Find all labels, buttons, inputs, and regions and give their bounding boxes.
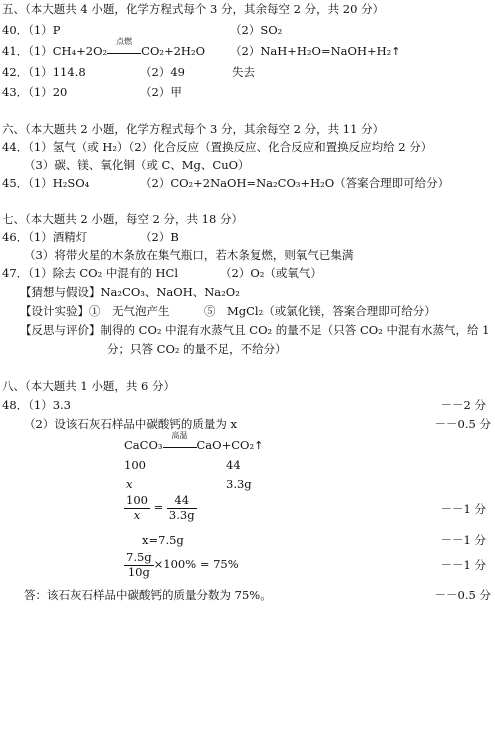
q46-answer-2: （2）B — [140, 230, 179, 244]
q48-answer-2-setup: （2）设该石灰石样品中碳酸钙的质量为 x — [24, 417, 237, 431]
x-result: x=7.5g — [142, 533, 184, 547]
co2-mass: 3.3g — [226, 477, 252, 491]
q48-score-4: －－1 分 — [440, 533, 486, 547]
ratio-left-numerator: 100 — [126, 493, 148, 507]
percentage-calc — [124, 552, 239, 578]
equation-left: CaCO₃ — [124, 438, 163, 452]
ratio-right-denominator: 3.3g — [168, 507, 195, 522]
equation-right: CaO+CO₂ — [196, 438, 255, 452]
q44-line-1 — [2, 142, 432, 154]
ratio-left — [124, 495, 150, 521]
q42-number: 42． — [2, 65, 29, 79]
q47-reflection-line-2: 分；只答 CO₂ 的量不足，不给分） — [107, 342, 287, 356]
molar-mass-caco3: 100 — [124, 458, 146, 472]
q46-line — [2, 232, 87, 244]
ratio-right-numerator: 44 — [167, 495, 197, 509]
q48-line — [2, 400, 71, 412]
section-8-heading: 八、（本大题共 1 小题，共 6 分） — [2, 379, 176, 393]
q47-line — [2, 268, 178, 280]
ratio-equals: = — [153, 500, 164, 514]
q43-line — [2, 87, 67, 99]
reaction-condition: 点燃 — [116, 37, 133, 46]
q41-line — [2, 37, 205, 58]
q40-answer-1: （1）P — [28, 23, 61, 37]
q42-answer-2: （2）49 — [140, 65, 185, 79]
q47-answer-2: （2）O₂（或氧气） — [220, 266, 322, 280]
q45-number: 45． — [2, 176, 29, 190]
q47-experiment-design: 【设计实验】① 无气泡产生 ⑤ MgCl₂（或氯化镁，答案合理即可给分） — [20, 304, 436, 318]
q46-number: 46． — [2, 230, 29, 244]
q41-number: 41． — [2, 44, 29, 58]
molar-mass-co2: 44 — [226, 458, 241, 472]
reaction-condition-arrow — [107, 37, 141, 57]
section-7-heading: 七、（本大题共 2 小题，每空 2 分，共 18 分） — [2, 212, 243, 226]
q44-answer-1-2: （1）氢气（或 H₂）（2）化合反应（置换反应、化合反应和置换反应均给 2 分） — [28, 140, 433, 154]
equation-condition: 高温 — [171, 431, 188, 440]
q40-line — [2, 25, 60, 37]
q46-answer-1: （1）酒精灯 — [28, 230, 88, 244]
q43-answer-1: （1）20 — [28, 85, 68, 99]
q42-line — [2, 67, 86, 79]
percentage-fraction — [124, 552, 154, 578]
q43-number: 43． — [2, 85, 29, 99]
q47-reflection-line-1: 【反思与评价】制得的 CO₂ 中混有水蒸气且 CO₂ 的量不足（只答 CO₂ 中混有水蒸气，给 1 — [20, 323, 490, 337]
ratio-right — [167, 495, 197, 521]
q41-answer-2-line — [230, 46, 400, 58]
q41-answer-1-right: CO₂+2H₂O — [141, 44, 205, 58]
q45-line — [2, 178, 89, 190]
q40-answer-2: （2）SO₂ — [230, 23, 283, 37]
q42-answer-3: 失去 — [232, 65, 255, 79]
q48-score-1: －－2 分 — [440, 398, 486, 412]
q42-answer-1: （1）114.8 — [28, 65, 86, 79]
q41-answer-2: （2）NaH+H₂O=NaOH+H₂ — [230, 44, 392, 58]
q45-answer-2: （2）CO₂+2NaOH=Na₂CO₃+H₂O（答案合理即可给分） — [140, 176, 450, 190]
q47-hypothesis: 【猜想与假设】Na₂CO₃、NaOH、Na₂O₂ — [20, 285, 240, 299]
q48-number: 48． — [2, 398, 29, 412]
section-5-heading: 五、（本大题共 4 小题，化学方程式每个 3 分，其余每空 2 分，共 20 分） — [2, 2, 385, 16]
gas-arrow-icon: ↑ — [254, 439, 264, 452]
q43-answer-2: （2）甲 — [140, 85, 182, 99]
proportion — [124, 495, 197, 521]
q48-score-3: －－1 分 — [440, 502, 486, 516]
percentage-result: ×100% = 75% — [153, 557, 239, 571]
q48-score-2: －－0.5 分 — [434, 417, 491, 431]
percentage-denominator: 10g — [127, 564, 150, 579]
q48-score-5: －－1 分 — [440, 558, 486, 572]
q44-number: 44． — [2, 140, 29, 154]
q44-answer-3: （3）碳、镁、氧化铜（或 C、Mg、CuO） — [24, 158, 250, 172]
gas-arrow-icon: ↑ — [391, 45, 401, 58]
q47-number: 47． — [2, 266, 29, 280]
q45-answer-1: （1）H₂SO₄ — [28, 176, 90, 190]
q48-score-6: －－0.5 分 — [434, 588, 491, 602]
calcination-equation — [124, 431, 264, 452]
q40-number: 40． — [2, 23, 29, 37]
percentage-numerator: 7.5g — [126, 550, 152, 564]
section-6-heading: 六、（本大题共 2 小题，化学方程式每个 3 分，其余每空 2 分，共 11 分） — [2, 122, 385, 136]
unknown-x: x — [126, 477, 133, 491]
q47-answer-1: （1）除去 CO₂ 中混有的 HCl — [28, 266, 179, 280]
q41-answer-1-left: （1）CH₄+2O₂ — [28, 44, 108, 58]
equation-condition-arrow — [163, 431, 197, 451]
q48-answer-1: （1）3.3 — [28, 398, 71, 412]
ratio-left-denominator: x — [133, 507, 141, 522]
final-answer: 答：该石灰石样品中碳酸钙的质量分数为 75%。 — [24, 588, 272, 602]
q46-answer-3: （3）将带火星的木条放在集气瓶口，若木条复燃，则氧气已集满 — [24, 248, 354, 262]
